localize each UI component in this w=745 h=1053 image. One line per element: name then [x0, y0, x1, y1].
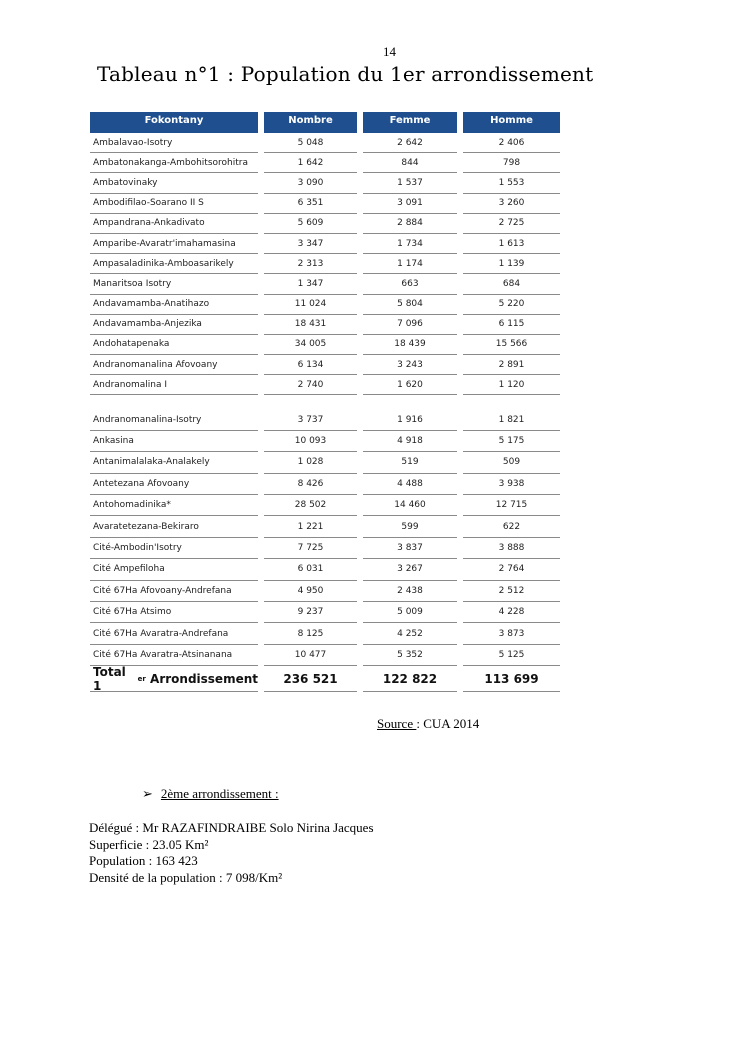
table-row: [90, 295, 560, 315]
femme-cell: 14 460: [363, 495, 457, 516]
table-row: [90, 602, 560, 623]
femme-cell: 3 267: [363, 559, 457, 580]
table-row: [90, 234, 560, 254]
fokontany-cell: Cité Ampefiloha: [90, 559, 258, 580]
table-row: [90, 274, 560, 294]
source-note: [377, 716, 479, 732]
homme-cell: 1 120: [463, 375, 560, 395]
nombre-cell: 5 609: [264, 214, 357, 234]
femme-cell: 18 439: [363, 335, 457, 355]
fokontany-cell: Cité-Ambodin'Isotry: [90, 538, 258, 559]
table-row: [90, 452, 560, 473]
homme-cell: 798: [463, 153, 560, 173]
fokontany-cell: Ambatonakanga-Ambohitsorohitra: [90, 153, 258, 173]
nombre-cell: 3 090: [264, 173, 357, 193]
table-row: [90, 559, 560, 580]
table-total-row: [90, 664, 560, 693]
table-row: [90, 355, 560, 375]
fokontany-cell: Avaratetezana-Bekiraro: [90, 516, 258, 537]
table-row: [90, 335, 560, 355]
fokontany-cell: Antanimalalaka-Analakely: [90, 452, 258, 473]
table-row: [90, 254, 560, 274]
homme-cell: 622: [463, 516, 560, 537]
nombre-cell: 8 125: [264, 623, 357, 644]
homme-cell: 2 725: [463, 214, 560, 234]
fokontany-cell: Andranomalina I: [90, 375, 258, 395]
header-fokontany: Fokontany: [90, 112, 258, 133]
fokontany-cell: Ambodifilao-Soarano II S: [90, 194, 258, 214]
table-body: [90, 133, 560, 666]
table-title: Tableau n°1 : Population du 1er arrondissement: [97, 62, 594, 86]
table-row: [90, 474, 560, 495]
table-row: [90, 375, 560, 395]
fokontany-cell: Cité 67Ha Avaratra-Andrefana: [90, 623, 258, 644]
nombre-cell: 18 431: [264, 315, 357, 335]
arrondissement-info: [89, 820, 374, 886]
fokontany-cell: Amparibe-Avaratr'imahamasina: [90, 234, 258, 254]
femme-cell: 4 252: [363, 623, 457, 644]
fokontany-cell: Ampasaladinika-Amboasarikely: [90, 254, 258, 274]
femme-cell: 519: [363, 452, 457, 473]
nombre-cell: 34 005: [264, 335, 357, 355]
table-row: [90, 645, 560, 666]
table-row: [90, 133, 560, 153]
nombre-cell: 1 642: [264, 153, 357, 173]
nombre-cell: 8 426: [264, 474, 357, 495]
homme-cell: 12 715: [463, 495, 560, 516]
section-heading: [142, 786, 279, 802]
fokontany-cell: Cité 67Ha Avaratra-Atsinanana: [90, 645, 258, 666]
homme-cell: 684: [463, 274, 560, 294]
nombre-cell: 10 477: [264, 645, 357, 666]
info-population: Population : 163 423: [89, 853, 198, 868]
nombre-cell: 7 725: [264, 538, 357, 559]
total-homme: 113 699: [463, 666, 560, 692]
table-row: [90, 315, 560, 335]
femme-cell: 3 091: [363, 194, 457, 214]
femme-cell: 844: [363, 153, 457, 173]
info-delegue: Délégué : Mr RAZAFINDRAIBE Solo Nirina Jacques: [89, 820, 374, 835]
nombre-cell: 11 024: [264, 295, 357, 315]
table-row: [90, 214, 560, 234]
fokontany-cell: Andranomanalina Afovoany: [90, 355, 258, 375]
fokontany-cell: Manaritsoa Isotry: [90, 274, 258, 294]
femme-cell: 5 804: [363, 295, 457, 315]
homme-cell: 3 260: [463, 194, 560, 214]
femme-cell: 7 096: [363, 315, 457, 335]
table-row: [90, 538, 560, 559]
fokontany-cell: Ampandrana-Ankadivato: [90, 214, 258, 234]
total-nombre: 236 521: [264, 666, 357, 692]
total-label-prefix: Total 1: [93, 664, 126, 693]
homme-cell: 5 125: [463, 645, 560, 666]
page-number: 14: [383, 44, 396, 59]
total-label-suffix: Arrondissement: [145, 671, 258, 686]
homme-cell: 2 512: [463, 581, 560, 602]
total-label: [90, 666, 258, 692]
nombre-cell: 2 313: [264, 254, 357, 274]
table-row: [90, 409, 560, 430]
fokontany-cell: Antohomadinika*: [90, 495, 258, 516]
homme-cell: 509: [463, 452, 560, 473]
arrow-bullet-icon: ➢: [142, 786, 153, 801]
femme-cell: 1 916: [363, 409, 457, 430]
homme-cell: 6 115: [463, 315, 560, 335]
header-homme: Homme: [463, 112, 560, 133]
homme-cell: 5 175: [463, 431, 560, 452]
fokontany-cell: Antetezana Afovoany: [90, 474, 258, 495]
table-row: [90, 516, 560, 537]
nombre-cell: 6 031: [264, 559, 357, 580]
header-nombre: Nombre: [264, 112, 357, 133]
homme-cell: 4 228: [463, 602, 560, 623]
homme-cell: 5 220: [463, 295, 560, 315]
nombre-cell: 6 351: [264, 194, 357, 214]
homme-cell: 1 553: [463, 173, 560, 193]
nombre-cell: 1 347: [264, 274, 357, 294]
info-densite: Densité de la population : 7 098/Km²: [89, 869, 283, 885]
info-superficie: Superficie : 23.05 Km²: [89, 836, 209, 852]
nombre-cell: 9 237: [264, 602, 357, 623]
nombre-cell: 6 134: [264, 355, 357, 375]
femme-cell: 5 352: [363, 645, 457, 666]
fokontany-cell: Andavamamba-Anjezika: [90, 315, 258, 335]
table-row: [90, 495, 560, 516]
fokontany-cell: Andavamamba-Anatihazo: [90, 295, 258, 315]
homme-cell: 15 566: [463, 335, 560, 355]
nombre-cell: 2 740: [264, 375, 357, 395]
table-row: [90, 153, 560, 173]
femme-cell: 1 734: [363, 234, 457, 254]
femme-cell: 1 174: [363, 254, 457, 274]
source-label: Source: [377, 716, 417, 731]
population-table: [90, 112, 560, 693]
femme-cell: 1 537: [363, 173, 457, 193]
femme-cell: 2 438: [363, 581, 457, 602]
fokontany-cell: Cité 67Ha Afovoany-Andrefana: [90, 581, 258, 602]
femme-cell: 599: [363, 516, 457, 537]
fokontany-cell: Ankasina: [90, 431, 258, 452]
total-label-sup: er: [137, 674, 146, 683]
fokontany-cell: Andohatapenaka: [90, 335, 258, 355]
nombre-cell: 1 221: [264, 516, 357, 537]
fokontany-cell: Ambalavao-Isotry: [90, 133, 258, 153]
femme-cell: 1 620: [363, 375, 457, 395]
femme-cell: 3 243: [363, 355, 457, 375]
total-femme: 122 822: [363, 666, 457, 692]
table-row: [90, 431, 560, 452]
femme-cell: 4 918: [363, 431, 457, 452]
fokontany-cell: Cité 67Ha Atsimo: [90, 602, 258, 623]
homme-cell: 2 891: [463, 355, 560, 375]
femme-cell: 4 488: [363, 474, 457, 495]
table-row: [90, 173, 560, 193]
header-femme: Femme: [363, 112, 457, 133]
nombre-cell: 1 028: [264, 452, 357, 473]
femme-cell: 2 884: [363, 214, 457, 234]
source-text: : CUA 2014: [416, 716, 480, 731]
homme-cell: 1 821: [463, 409, 560, 430]
table-row: [90, 581, 560, 602]
table-row: [90, 194, 560, 214]
femme-cell: 663: [363, 274, 457, 294]
femme-cell: 3 837: [363, 538, 457, 559]
nombre-cell: 10 093: [264, 431, 357, 452]
nombre-cell: 4 950: [264, 581, 357, 602]
table-header: [90, 112, 560, 133]
nombre-cell: 28 502: [264, 495, 357, 516]
section-label: 2ème arrondissement :: [160, 786, 279, 801]
nombre-cell: 3 347: [264, 234, 357, 254]
homme-cell: 3 873: [463, 623, 560, 644]
homme-cell: 1 613: [463, 234, 560, 254]
homme-cell: 3 888: [463, 538, 560, 559]
homme-cell: 2 406: [463, 133, 560, 153]
femme-cell: 5 009: [363, 602, 457, 623]
table-row: [90, 623, 560, 644]
table-spacer: [90, 395, 560, 409]
homme-cell: 1 139: [463, 254, 560, 274]
nombre-cell: 3 737: [264, 409, 357, 430]
femme-cell: 2 642: [363, 133, 457, 153]
homme-cell: 3 938: [463, 474, 560, 495]
fokontany-cell: Ambatovinaky: [90, 173, 258, 193]
nombre-cell: 5 048: [264, 133, 357, 153]
homme-cell: 2 764: [463, 559, 560, 580]
fokontany-cell: Andranomanalina-Isotry: [90, 409, 258, 430]
